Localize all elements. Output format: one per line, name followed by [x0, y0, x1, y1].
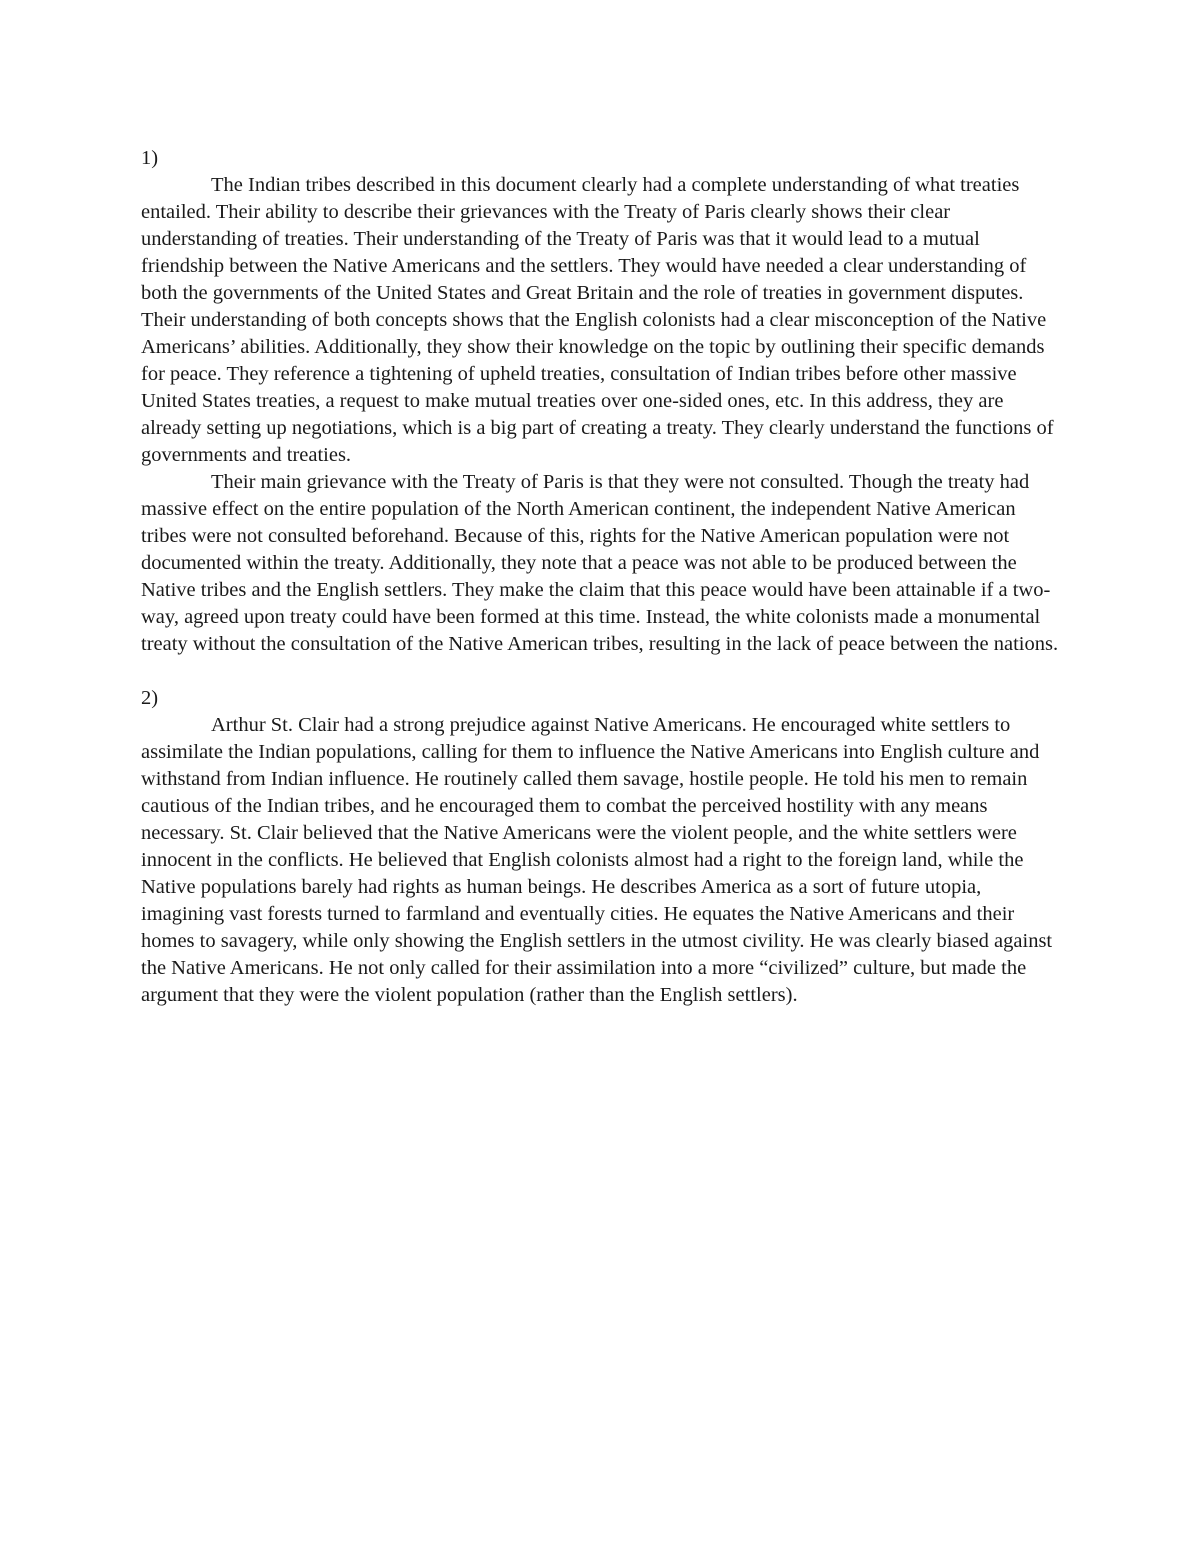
section-1 [141, 145, 1066, 658]
paragraph: The Indian tribes described in this document clearly had a complete understanding of what treaties entailed. Their ability to describe their grievances with the Treaty of Paris clearly shows their clear understanding of treaties. Their understanding of the Treaty of Paris was that it would lead to a mutual friendship between the Native Americans and the settlers. They would have needed a clear understanding of both the governments of the United States and Great Britain and the role of treaties in government disputes. Their understanding of both concepts shows that the English colonists had a clear misconception of the Native Americans’ abilities. Additionally, they show their knowledge on the topic by outlining their specific demands for peace. They reference a tightening of upheld treaties, consultation of Indian tribes before other massive United States treaties, a request to make mutual treaties over one-sided ones, etc. In this address, they are already setting up negotiations, which is a big part of creating a treaty. They clearly understand the functions of governments and treaties. [141, 174, 1054, 466]
section-number: 2) [141, 687, 159, 709]
paragraph: Their main grievance with the Treaty of Paris is that they were not consulted. Though the treaty had massive effect on the entire population of the North American continent, the independent Native American tribes were not consulted beforehand. Because of this, rights for the Native American population were not documented within the treaty. Additionally, they note that a peace was not able to be produced between the Native tribes and the English settlers. They make the claim that this peace would have been attainable if a two-way, agreed upon treaty could have been formed at this time. Instead, the white colonists made a monumental treaty without the consultation of the Native American tribes, resulting in the lack of peace between the nations. [141, 471, 1059, 655]
document-body [141, 145, 1066, 1009]
section-spacer [141, 658, 1066, 685]
section-2 [141, 685, 1066, 1009]
section-number: 1) [141, 147, 159, 169]
paragraph: Arthur St. Clair had a strong prejudice against Native Americans. He encouraged white settlers to assimilate the Indian populations, calling for them to influence the Native Americans into English culture and withstand from Indian influence. He routinely called them savage, hostile people. He told his men to remain cautious of the Indian tribes, and he encouraged them to combat the perceived hostility with any means necessary. St. Clair believed that the Native Americans were the violent people, and the white settlers were innocent in the conflicts. He believed that English colonists almost had a right to the foreign land, while the Native populations barely had rights as human beings. He describes America as a sort of future utopia, imagining vast forests turned to farmland and eventually cities. He equates the Native Americans and their homes to savagery, while only showing the English settlers in the utmost civility. He was clearly biased against the Native Americans. He not only called for their assimilation into a more “civilized” culture, but made the argument that they were the violent population (rather than the English settlers). [141, 714, 1053, 1006]
